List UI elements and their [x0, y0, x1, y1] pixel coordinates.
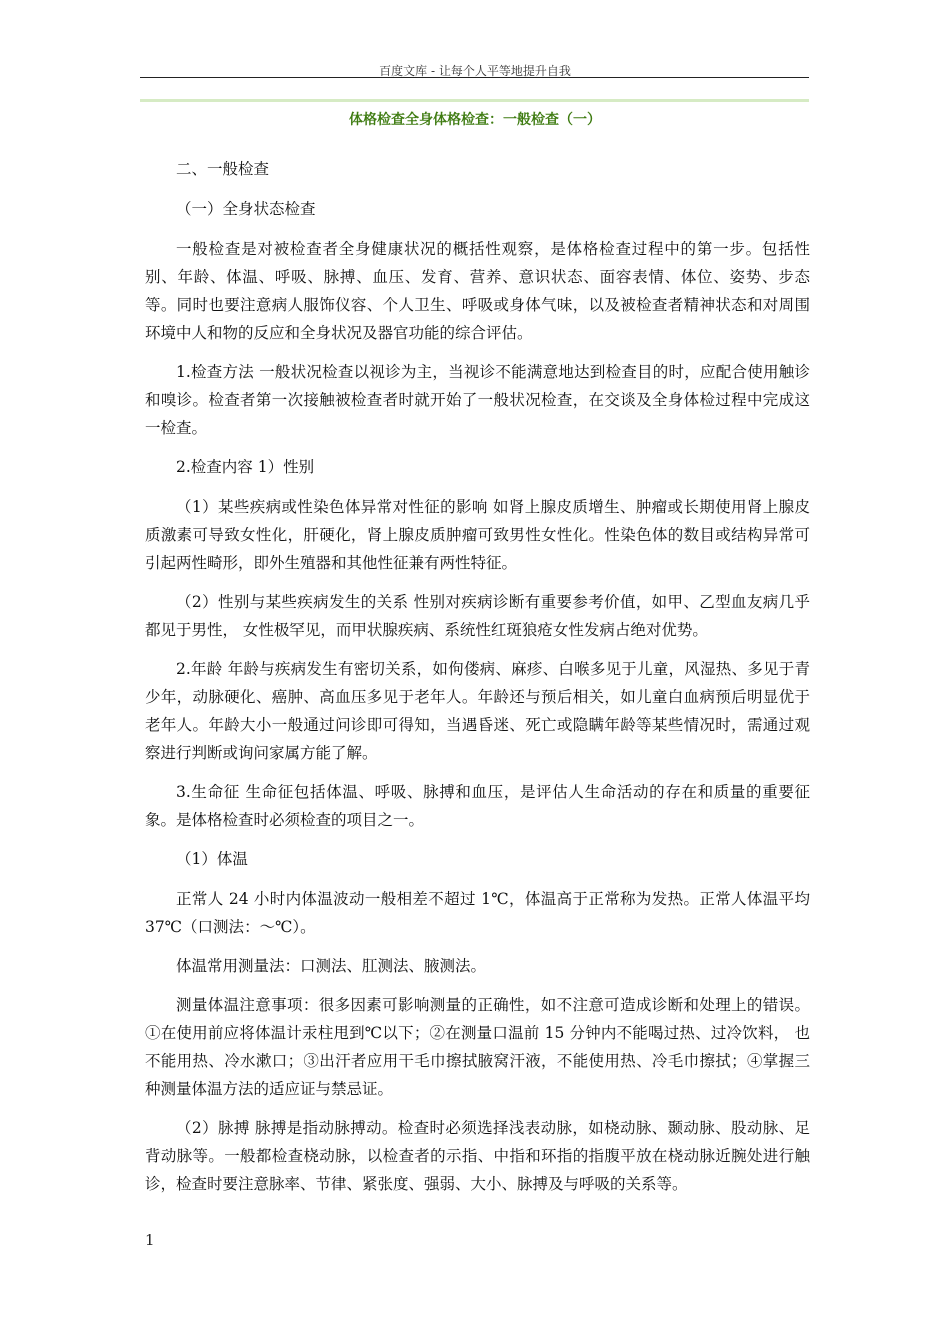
running-header: 百度文库 - 让每个人平等地提升自我: [379, 64, 571, 78]
body-paragraph: （2）脉搏 脉搏是指动脉搏动。检查时必须选择浅表动脉，如桡动脉、颞动脉、股动脉、足背动脉等。一般都检查桡动脉，以检查者的示指、中指和环指的指腹平放在桡动脉近腕处进行触诊，检查时要注意脉率、节律、紧张度、强弱、大小、脉搏及与呼吸的关系等。: [145, 1119, 810, 1193]
subsection-heading: （一）全身状态检查: [176, 200, 316, 218]
body-paragraph: （1）某些疾病或性染色体异常对性征的影响 如肾上腺皮质增生、肿瘤或长期使用肾上腺皮质激素可导致女性化，肝硬化，肾上腺皮质肿瘤可致男性女性化。性染色体的数目或结构异常可引起两性畸形，即外生殖器和其他性征兼有两性特征。: [145, 498, 810, 572]
item-heading: （1）体温: [176, 850, 248, 868]
body-paragraph: 1.检查方法 一般状况检查以视诊为主，当视诊不能满意地达到检查目的时，应配合使用触诊和嗅诊。检查者第一次接触被检查者时就开始了一般状况检查，在交谈及全身体检过程中完成这一检查。: [145, 363, 810, 437]
body-paragraph: 2.年龄 年龄与疾病发生有密切关系，如佝偻病、麻疹、白喉多见于儿童，风湿热、多见于青少年，动脉硬化、癌肿、高血压多见于老年人。年龄还与预后相关，如儿童白血病预后明显优于老年人。年龄大小一般通过问诊即可得知，当遇昏迷、死亡或隐瞒年龄等某些情况时，需通过观察进行判断或询问家属方能了解。: [145, 660, 810, 762]
document-body: [145, 155, 810, 1209]
body-paragraph: 体温常用测量法：口测法、肛测法、腋测法。: [176, 957, 487, 975]
item-heading: 2.检查内容 1）性别: [176, 458, 315, 476]
body-paragraph: 测量体温注意事项：很多因素可影响测量的正确性，如不注意可造成诊断和处理上的错误。①在使用前应将体温计汞柱甩到℃以下；②在测量口温前 15 分钟内不能喝过热、过冷饮料， 也不能用热、冷水漱口；③出汗者应用干毛巾擦拭腋窝汗液，不能使用热、冷毛巾擦拭；④掌握三种测量体温方法的适应证与禁忌证。: [145, 996, 810, 1098]
header-rule: [140, 77, 809, 78]
body-paragraph: 3.生命征 生命征包括体温、呼吸、脉搏和血压，是评估人生命活动的存在和质量的重要征象。是体格检查时必须检查的项目之一。: [145, 783, 810, 829]
page-number: 1: [145, 1231, 155, 1249]
body-paragraph: （2）性别与某些疾病发生的关系 性别对疾病诊断有重要参考价值，如甲、乙型血友病几乎都见于男性， 女性极罕见，而甲状腺疾病、系统性红斑狼疮女性发病占绝对优势。: [145, 593, 810, 639]
body-paragraph: 一般检查是对被检查者全身健康状况的概括性观察，是体格检查过程中的第一步。包括性别、年龄、体温、呼吸、脉搏、血压、发育、营养、意识状态、面容表情、体位、姿势、步态等。同时也要注意病人服饰仪容、个人卫生、呼吸或身体气味，以及被检查者精神状态和对周围环境中人和物的反应和全身状况及器官功能的综合评估。: [145, 240, 810, 342]
document-title: 体格检查全身体格检查：一般检查（一）: [349, 112, 601, 128]
section-heading: 二、一般检查: [176, 160, 270, 178]
body-paragraph: 正常人 24 小时内体温波动一般相差不超过 1℃，体温高于正常称为发热。正常人体温平均 37℃（口测法：～℃）。: [145, 890, 810, 936]
header-accent-rule: [140, 99, 809, 102]
